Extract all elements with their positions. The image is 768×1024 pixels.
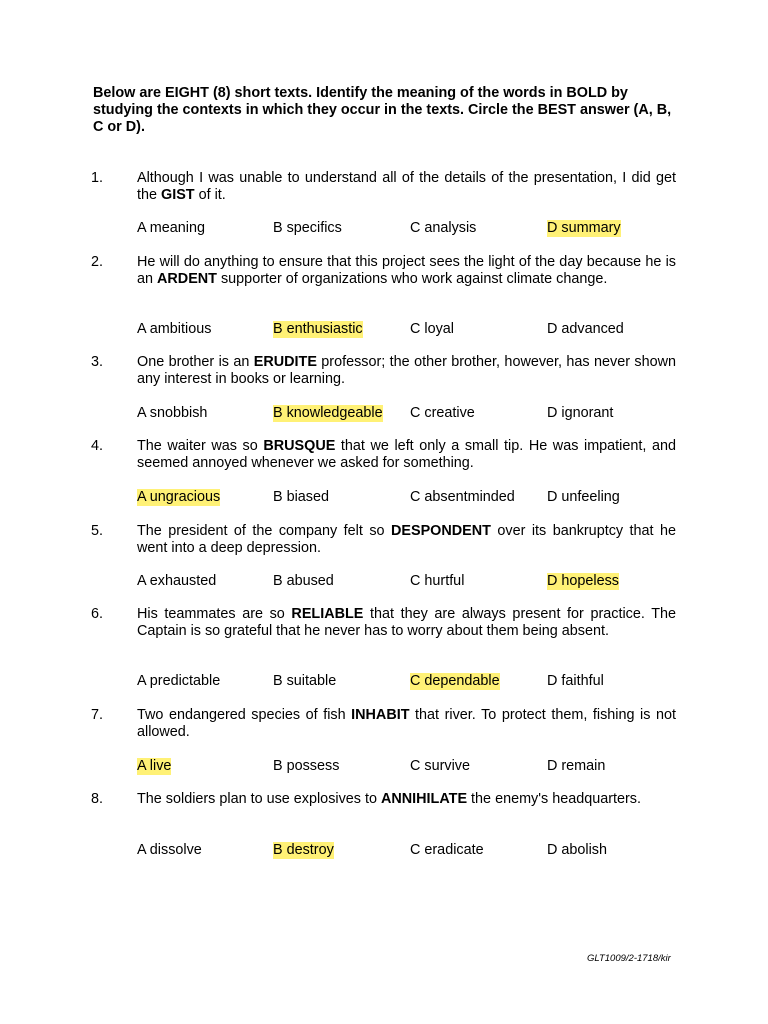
options-8 — [0, 842, 768, 862]
target-word: RELIABLE — [291, 606, 364, 622]
question-text: One brother is an ERUDITE professor; the other brother, however, has never shown any interest in books or learning. — [137, 354, 676, 387]
question-text: The soldiers plan to use explosives to ANNIHILATE the enemy's headquarters. — [137, 791, 642, 807]
option-d[interactable]: D remain — [547, 758, 606, 774]
question-number: 8. — [91, 791, 104, 807]
options-3 — [0, 405, 768, 425]
target-word: ARDENT — [157, 271, 217, 287]
option-c-highlighted[interactable]: C dependable — [410, 673, 500, 689]
option-a-highlighted[interactable]: A live — [137, 758, 172, 774]
option-b[interactable]: B possess — [273, 758, 340, 774]
option-d[interactable]: D faithful — [547, 673, 604, 689]
question-text: He will do anything to ensure that this project sees the light of the day because he is an ARDENT supporter of organizations who work against climate change. — [137, 254, 676, 287]
option-b[interactable]: B specifics — [273, 220, 342, 236]
options-5 — [0, 573, 768, 593]
option-a[interactable]: A ambitious — [137, 321, 212, 337]
question-text: The waiter was so BRUSQUE that we left only a small tip. He was impatient, and seemed annoyed whenever we asked for something. — [137, 438, 676, 471]
options-1 — [0, 220, 768, 240]
target-word: DESPONDENT — [390, 523, 491, 539]
options-2 — [0, 321, 768, 341]
option-c[interactable]: C hurtful — [410, 573, 465, 589]
option-a[interactable]: A meaning — [137, 220, 206, 236]
option-c[interactable]: C creative — [410, 405, 475, 421]
target-word: GIST — [161, 187, 195, 203]
option-d[interactable]: D abolish — [547, 842, 607, 858]
option-a[interactable]: A dissolve — [137, 842, 202, 858]
instructions: Below are EIGHT (8) short texts. Identify the meaning of the words in BOLD by studying the contexts in which they occur in the texts. Circle the BEST answer (A, B, C or D). — [93, 85, 672, 135]
option-a[interactable]: A exhausted — [137, 573, 217, 589]
options-6 — [0, 673, 768, 693]
option-c[interactable]: C analysis — [410, 220, 477, 236]
option-b[interactable]: B biased — [273, 489, 330, 505]
target-word: ANNIHILATE — [380, 791, 468, 807]
question-number: 5. — [91, 523, 104, 539]
question-text: Two endangered species of fish INHABIT that river. To protect them, fishing is not allowed. — [137, 707, 676, 740]
question-number: 2. — [91, 254, 104, 270]
target-word: BRUSQUE — [263, 438, 336, 454]
question-number: 1. — [91, 170, 104, 186]
option-c[interactable]: C loyal — [410, 321, 454, 337]
option-a[interactable]: A predictable — [137, 673, 221, 689]
option-c[interactable]: C survive — [410, 758, 470, 774]
option-a-highlighted[interactable]: A ungracious — [137, 489, 221, 505]
question-number: 3. — [91, 354, 104, 370]
option-b-highlighted[interactable]: B knowledgeable — [273, 405, 383, 421]
question-text: The president of the company felt so DESPONDENT over its bankruptcy that he went into a deep depression. — [137, 523, 677, 556]
target-word: INHABIT — [351, 707, 410, 723]
question-number: 6. — [91, 606, 104, 622]
option-a[interactable]: A snobbish — [137, 405, 208, 421]
target-word: ERUDITE — [253, 354, 317, 370]
option-d[interactable]: D ignorant — [547, 405, 614, 421]
option-b[interactable]: B suitable — [273, 673, 337, 689]
option-b[interactable]: B abused — [273, 573, 334, 589]
option-c[interactable]: C absentminded — [410, 489, 515, 505]
question-text: Although I was unable to understand all of the details of the presentation, I did get the GIST of it. — [137, 170, 676, 203]
option-d[interactable]: D advanced — [547, 321, 624, 337]
option-b-highlighted[interactable]: B destroy — [273, 842, 334, 858]
options-7 — [0, 758, 768, 778]
option-c[interactable]: C eradicate — [410, 842, 484, 858]
option-d-highlighted[interactable]: D summary — [547, 220, 621, 236]
option-d[interactable]: D unfeeling — [547, 489, 620, 505]
option-b-highlighted[interactable]: B enthusiastic — [273, 321, 363, 337]
options-4 — [0, 489, 768, 509]
option-d-highlighted[interactable]: D hopeless — [547, 573, 619, 589]
document-code: GLT1009/2-1718/kir — [587, 953, 671, 964]
question-number: 4. — [91, 438, 104, 454]
question-text: His teammates are so RELIABLE that they are always present for practice. The Captain is so grateful that he never has to worry about them being absent. — [137, 606, 676, 639]
question-number: 7. — [91, 707, 104, 723]
